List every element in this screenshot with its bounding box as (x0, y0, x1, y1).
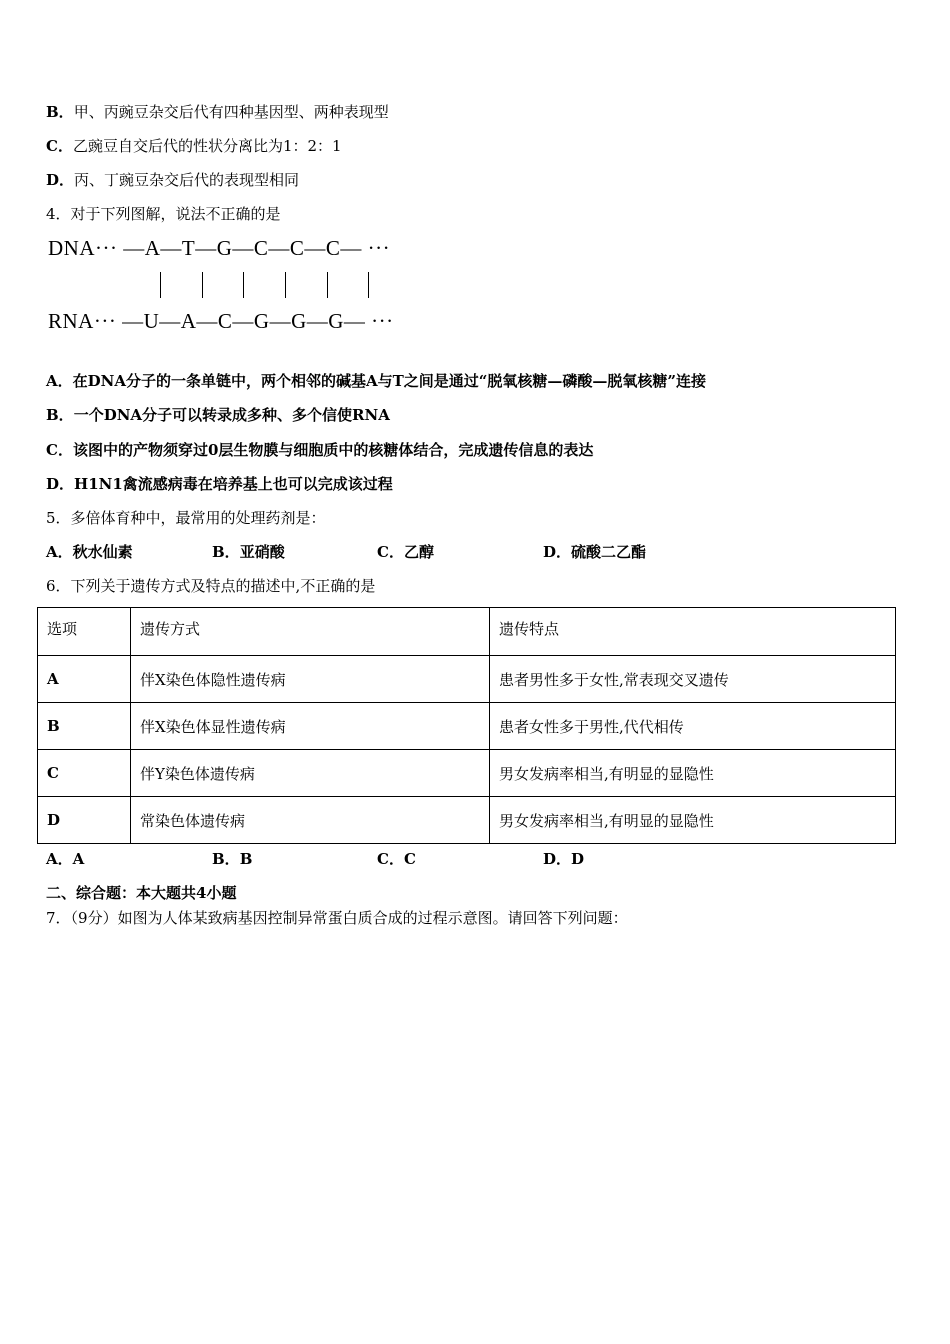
q3-option-d (46, 170, 299, 190)
option-label: B． (46, 406, 74, 424)
option-label: D． (46, 171, 75, 189)
option-text: C (403, 850, 416, 868)
option-text: D (571, 850, 585, 868)
cell-text: D (47, 811, 61, 829)
base-pair-line (160, 272, 161, 298)
option-text: 亚硝酸 (239, 543, 285, 561)
base-pair-line (243, 272, 244, 298)
q6-option-a (46, 849, 84, 869)
q6-option-c (377, 849, 416, 869)
option-label: A． (46, 850, 73, 868)
option-text: 该图中的产物须穿过0层生物膜与细胞质中的核糖体结合，完成遗传信息的表达 (72, 441, 594, 459)
question-number: 4． (46, 205, 71, 223)
option-text: 乙醇 (403, 543, 434, 561)
table-cell (38, 797, 131, 844)
q4-option-d (46, 474, 393, 494)
option-label: C． (377, 850, 404, 868)
table-cell: 男女发病率相当,有明显的显隐性 (490, 750, 896, 797)
q5-stem (46, 508, 326, 528)
option-text: A (72, 850, 85, 868)
question-number: 6． (46, 577, 71, 595)
option-label: C． (46, 137, 73, 155)
option-label: D． (543, 543, 572, 561)
option-text: 丙、丁豌豆杂交后代的表现型相同 (74, 171, 300, 189)
q5-option-a (46, 542, 133, 562)
table-header-row (38, 608, 896, 656)
cell-text: A (47, 670, 59, 688)
base-pair-line (368, 272, 369, 298)
q6-option-d (543, 849, 584, 869)
base-pair-line (202, 272, 203, 298)
question-number: 5． (46, 509, 71, 527)
option-label: C． (46, 441, 73, 459)
question-text: 下列关于遗传方式及特点的描述中,不正确的是 (70, 577, 376, 595)
inheritance-table (37, 607, 896, 844)
base-pair-line (327, 272, 328, 298)
table-cell (38, 656, 131, 703)
question-text: 多倍体育种中，最常用的处理药剂是： (70, 509, 326, 527)
cell-text: B (47, 717, 60, 735)
option-text: 甲、丙豌豆杂交后代有四种基因型、两种表现型 (73, 103, 389, 121)
option-text: 一个DNA分子可以转录成多种、多个信使RNA (73, 406, 390, 424)
table-header-cell: 遗传方式 (131, 608, 490, 656)
question-score: （9分） (70, 909, 118, 927)
option-text: B (239, 850, 253, 868)
section-title (46, 883, 236, 903)
question-number: 7． (46, 909, 71, 927)
table-cell: 男女发病率相当,有明显的显隐性 (490, 797, 896, 844)
option-label: B． (212, 850, 240, 868)
q3-option-b (46, 102, 389, 122)
q3-option-c (46, 136, 342, 156)
q6-stem (46, 576, 375, 596)
table-cell: 伴Y染色体遗传病 (131, 750, 490, 797)
question-text: 对于下列图解，说法不正确的是 (70, 205, 281, 223)
q5-option-b (212, 542, 285, 562)
table-row (38, 656, 896, 703)
q6-option-b (212, 849, 252, 869)
q4-option-a (46, 371, 706, 391)
dna-strand: DNA··· —A—T—G—C—C—C— ··· (48, 236, 391, 260)
table-row (38, 797, 896, 844)
option-text: H1N1禽流感病毒在培养基上也可以完成该过程 (74, 475, 393, 493)
table-header-cell: 选项 (38, 608, 131, 656)
q4-stem (46, 204, 281, 224)
table-row (38, 750, 896, 797)
option-text: 在DNA分子的一条单链中，两个相邻的碱基A与T之间是通过“脱氧核糖—磷酸—脱氧核糖”连接 (72, 372, 707, 390)
table-cell: 患者男性多于女性,常表现交叉遗传 (490, 656, 896, 703)
option-label: B． (212, 543, 240, 561)
table-cell: 伴X染色体隐性遗传病 (131, 656, 490, 703)
option-label: B． (46, 103, 74, 121)
option-text: 秋水仙素 (72, 543, 133, 561)
q4-option-c (46, 440, 593, 460)
q5-option-d (543, 542, 646, 562)
table-cell (38, 703, 131, 750)
table-cell: 伴X染色体显性遗传病 (131, 703, 490, 750)
table-cell: 患者女性多于男性,代代相传 (490, 703, 896, 750)
option-text: 乙豌豆自交后代的性状分离比为1：2：1 (72, 137, 342, 155)
section-title-text: 二、综合题：本大题共4小题 (46, 884, 237, 902)
option-label: A． (46, 372, 73, 390)
base-pair-line (285, 272, 286, 298)
option-label: D． (46, 475, 75, 493)
option-label: D． (543, 850, 572, 868)
option-text: 硫酸二乙酯 (571, 543, 647, 561)
q4-option-b (46, 405, 390, 425)
rna-strand: RNA··· —U—A—C—G—G—G— ··· (48, 309, 394, 333)
table-row (38, 703, 896, 750)
q7-stem (46, 908, 628, 928)
dna-rna-diagram (48, 232, 448, 342)
cell-text: C (47, 764, 59, 782)
question-text: 如图为人体某致病基因控制异常蛋白质合成的过程示意图。请回答下列问题： (117, 909, 628, 927)
table-cell: 常染色体遗传病 (131, 797, 490, 844)
q5-option-c (377, 542, 434, 562)
table-header-cell: 遗传特点 (490, 608, 896, 656)
option-label: A． (46, 543, 73, 561)
table-cell (38, 750, 131, 797)
option-label: C． (377, 543, 404, 561)
